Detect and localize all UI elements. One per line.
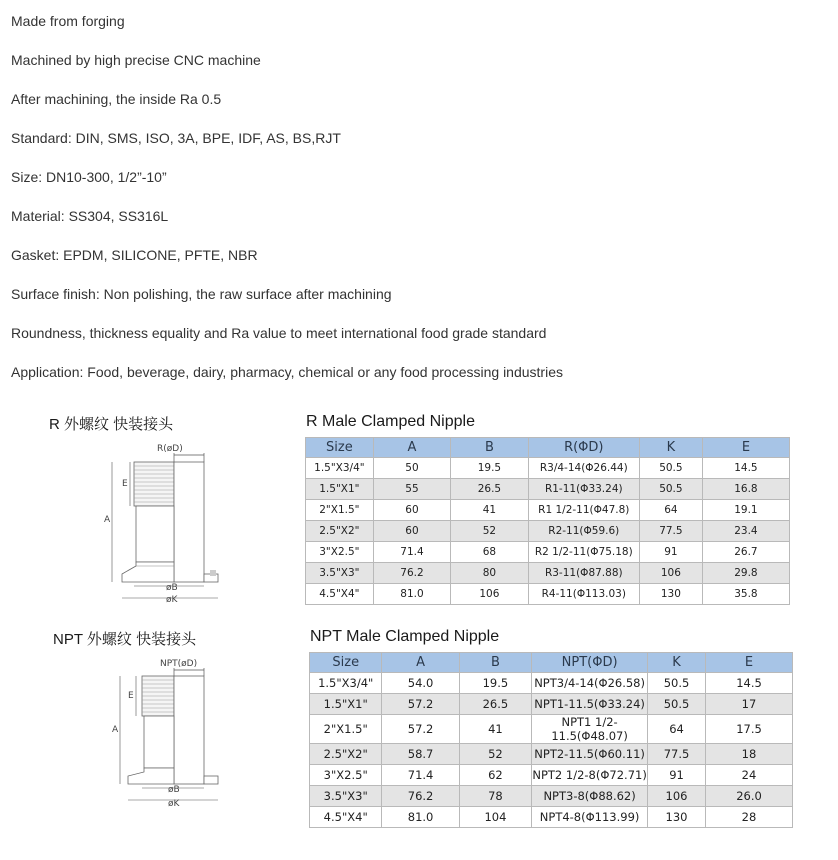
table-cell: NPT1-11.5(Φ33.24) [532,694,648,715]
table-row [310,694,793,715]
table-cell: 91 [648,765,706,786]
table-cell: R2 1/2-11(Φ75.18) [528,542,639,563]
table-cell: R1 1/2-11(Φ47.8) [528,500,639,521]
r-label-k: øK [166,595,178,605]
spec-list [11,12,563,402]
table-cell: 106 [639,563,702,584]
npt-figure-title: NPT 外螺纹 快装接头 [53,631,197,648]
table-cell: 64 [639,500,702,521]
table-cell: 52 [451,521,528,542]
column-header: R(ΦD) [528,438,639,458]
r-label-e: E [122,479,128,489]
table-cell: 58.7 [382,744,459,765]
table-row [310,715,793,744]
npt-spec-table [309,652,793,828]
spec-item: Surface finish: Non polishing, the raw surface after machining [11,286,392,302]
table-cell: 71.4 [382,765,459,786]
table-cell: 81.0 [382,807,459,828]
column-header: B [459,653,531,673]
table-cell: 1.5"X1" [306,479,374,500]
table-cell: 77.5 [639,521,702,542]
table-cell: 50 [373,458,450,479]
r-nipple-drawing [100,436,230,606]
npt-label-e: E [128,691,134,701]
table-cell: NPT3/4-14(Φ26.58) [532,673,648,694]
table-cell: 50.5 [648,673,706,694]
table-cell: 54.0 [382,673,459,694]
table-cell: 28 [706,807,793,828]
table-cell: 78 [459,786,531,807]
column-header: NPT(ΦD) [532,653,648,673]
spec-item: Roundness, thickness equality and Ra value to meet international food grade standard [11,325,547,341]
table-cell: 19.5 [451,458,528,479]
table-cell: R2-11(Φ59.6) [528,521,639,542]
table-cell: 77.5 [648,744,706,765]
r-table-title: R Male Clamped Nipple [306,413,475,430]
table-cell: 41 [459,715,531,744]
table-cell: 62 [459,765,531,786]
column-header: K [648,653,706,673]
table-cell: 68 [451,542,528,563]
column-header: Size [310,653,382,673]
r-label-b: øB [166,583,178,593]
r-spec-table [305,437,790,605]
table-cell: R3/4-14(Φ26.44) [528,458,639,479]
table-cell: 2"X1.5" [306,500,374,521]
table-cell: 57.2 [382,694,459,715]
table-cell: 2.5"X2" [306,521,374,542]
table-cell: 3"X2.5" [306,542,374,563]
table-cell: 26.5 [451,479,528,500]
table-row [306,458,790,479]
table-cell: 50.5 [639,458,702,479]
table-cell: 23.4 [702,521,789,542]
table-cell: 26.7 [702,542,789,563]
table-cell: 130 [639,584,702,605]
table-cell: 35.8 [702,584,789,605]
table-cell: 60 [373,500,450,521]
table-cell: 26.0 [706,786,793,807]
table-cell: NPT2 1/2-8(Φ72.71) [532,765,648,786]
npt-label-b: øB [168,785,180,795]
table-cell: 29.8 [702,563,789,584]
spec-item: Machined by high precise CNC machine [11,52,261,68]
table-row [310,765,793,786]
table-row [306,563,790,584]
table-row [306,479,790,500]
table-row [306,584,790,605]
column-header: A [382,653,459,673]
table-header-row [310,653,793,673]
spec-item: After machining, the inside Ra 0.5 [11,91,222,107]
table-cell: 1.5"X3/4" [306,458,374,479]
table-row [306,521,790,542]
column-header: A [373,438,450,458]
column-header: B [451,438,528,458]
table-cell: 26.5 [459,694,531,715]
table-row [306,500,790,521]
column-header: E [702,438,789,458]
npt-nipple-drawing [108,652,238,812]
table-cell: 41 [451,500,528,521]
table-row [310,744,793,765]
table-cell: 14.5 [702,458,789,479]
table-cell: 52 [459,744,531,765]
table-cell: 14.5 [706,673,793,694]
spec-item: Made from forging [11,13,125,29]
table-cell: 106 [451,584,528,605]
spec-item: Material: SS304, SS316L [11,208,169,224]
table-cell: 55 [373,479,450,500]
table-cell: R1-11(Φ33.24) [528,479,639,500]
table-cell: 4.5"X4" [310,807,382,828]
table-cell: 71.4 [373,542,450,563]
table-cell: 16.8 [702,479,789,500]
table-row [310,673,793,694]
table-cell: 24 [706,765,793,786]
table-cell: 3.5"X3" [306,563,374,584]
npt-label-a: A [112,725,119,735]
column-header: K [639,438,702,458]
table-cell: 60 [373,521,450,542]
table-cell: NPT1 1/2-11.5(Φ48.07) [532,715,648,744]
spec-item: Size: DN10-300, 1/2”-10” [11,169,167,185]
table-cell: 17.5 [706,715,793,744]
table-cell: NPT2-11.5(Φ60.11) [532,744,648,765]
table-cell: 2.5"X2" [310,744,382,765]
spec-item: Gasket: EPDM, SILICONE, PFTE, NBR [11,247,258,263]
spec-item: Standard: DIN, SMS, ISO, 3A, BPE, IDF, AS, BS,RJT [11,130,341,146]
table-cell: 104 [459,807,531,828]
table-cell: 81.0 [373,584,450,605]
column-header: Size [306,438,374,458]
table-cell: 18 [706,744,793,765]
npt-label-k: øK [168,799,180,809]
table-cell: 130 [648,807,706,828]
table-cell: 3.5"X3" [310,786,382,807]
table-row [310,786,793,807]
table-cell: NPT3-8(Φ88.62) [532,786,648,807]
r-label-top: R(øD) [157,444,183,454]
table-row [310,807,793,828]
r-label-a: A [104,515,111,525]
table-cell: 4.5"X4" [306,584,374,605]
table-cell: NPT4-8(Φ113.99) [532,807,648,828]
table-cell: 76.2 [382,786,459,807]
table-cell: 64 [648,715,706,744]
table-cell: R4-11(Φ113.03) [528,584,639,605]
table-cell: 2"X1.5" [310,715,382,744]
table-header-row [306,438,790,458]
table-cell: 17 [706,694,793,715]
r-figure-title: R 外螺纹 快装接头 [49,416,174,433]
table-row [306,542,790,563]
table-cell: 19.1 [702,500,789,521]
table-cell: 1.5"X1" [310,694,382,715]
table-cell: 19.5 [459,673,531,694]
table-cell: 106 [648,786,706,807]
table-cell: 57.2 [382,715,459,744]
table-cell: 91 [639,542,702,563]
npt-table-title: NPT Male Clamped Nipple [310,628,500,645]
table-cell: 50.5 [648,694,706,715]
table-cell: R3-11(Φ87.88) [528,563,639,584]
table-cell: 1.5"X3/4" [310,673,382,694]
spec-item: Application: Food, beverage, dairy, pharmacy, chemical or any food processing industries [11,364,563,380]
table-cell: 76.2 [373,563,450,584]
column-header: E [706,653,793,673]
table-cell: 50.5 [639,479,702,500]
table-cell: 80 [451,563,528,584]
npt-label-top: NPT(øD) [160,659,198,669]
table-cell: 3"X2.5" [310,765,382,786]
